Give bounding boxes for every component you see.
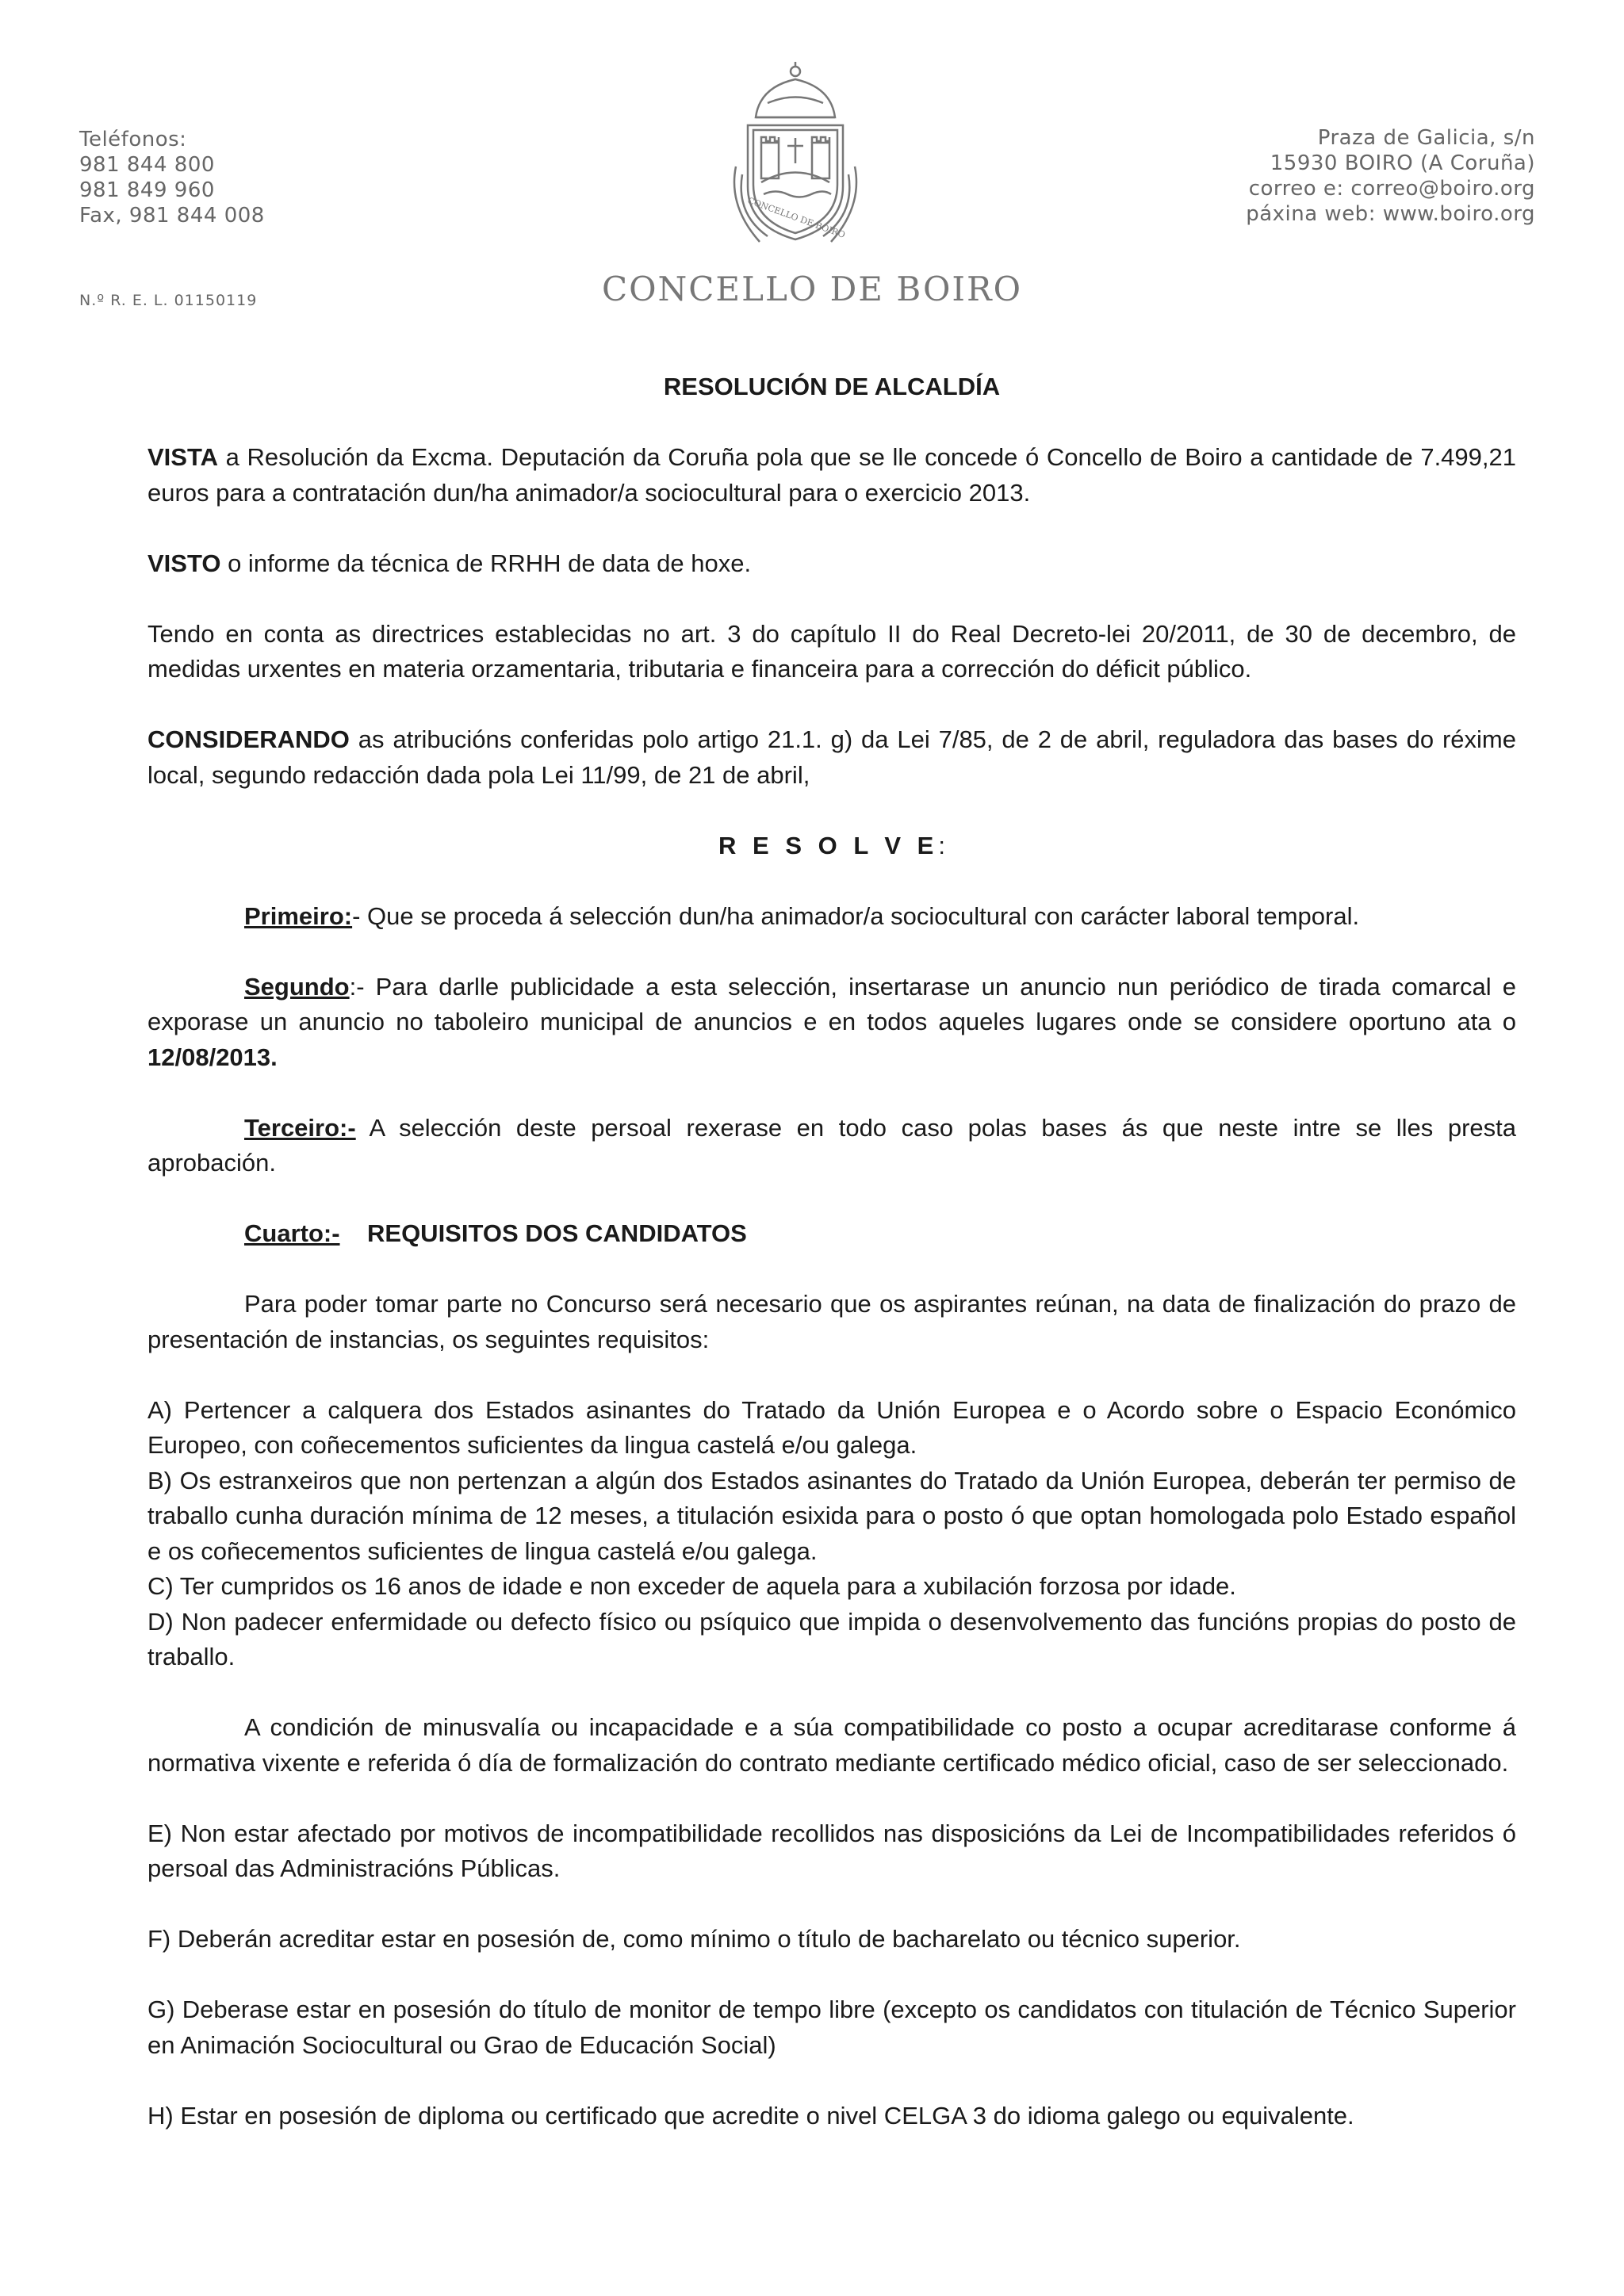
phone-number-2: 981 849 960 — [79, 178, 215, 202]
council-name: CONCELLO DE BOIRO — [601, 270, 1023, 308]
requirement-d: D) Non padecer enfermidade ou defecto físico ou psíquico que impida o desenvolvemento das funcións propias do posto de traballo. — [147, 1607, 1516, 1670]
cuarto-heading: REQUISITOS DOS CANDIDATOS — [367, 1219, 747, 1247]
fax-number: Fax, 981 844 008 — [79, 204, 265, 228]
terceiro-label: Terceiro:- — [244, 1113, 356, 1142]
requirement-f: F) Deberán acreditar estar en posesión de, como mínimo o título de bacharelato ou técnico superior. — [147, 1925, 1241, 1953]
vista-text: a Resolución da Excma. Deputación da Coruña pola que se lle concede ó Concello de Boiro a cantidade de 7.499,21 euros para a contratación dun/ha animador/a sociocultural para o exercicio 2013. — [147, 443, 1516, 507]
paragraph-visto — [147, 546, 1516, 582]
address-line-2: 15930 BOIRO (A Coruña) — [1270, 151, 1535, 175]
council-crest-logo — [712, 55, 879, 254]
contact-address — [1246, 125, 1535, 227]
considerando-label: CONSIDERANDO — [147, 725, 350, 753]
paragraph-vista — [147, 440, 1516, 511]
address-line-1: Praza de Galicia, s/n — [1317, 126, 1535, 150]
resolve-heading — [147, 828, 1516, 864]
resolve-heading-text: R E S O L V E — [718, 831, 939, 859]
requirement-h: H) Estar en posesión de diploma ou certificado que acredite o nivel CELGA 3 do idioma galego ou equivalente. — [147, 2101, 1354, 2130]
primeiro-text: - Que se proceda á selección dun/ha animador/a sociocultural con carácter laboral temporal. — [352, 901, 1360, 930]
paragraph-considerando — [147, 722, 1516, 793]
crest-ribbon-text: CONCELLO DE BOIRO — [745, 195, 847, 241]
segundo-label: Segundo — [244, 972, 350, 1001]
requirement-a: A) Pertencer a calquera dos Estados asinantes do Tratado da Unión Europea e o Acordo sobre o Espacio Económico Europeo, con coñecementos suficientes da lingua castelá e/ou galega. — [147, 1395, 1516, 1459]
contact-phones — [79, 127, 265, 228]
letterhead — [0, 0, 1624, 333]
primeiro-label: Primeiro: — [244, 901, 353, 930]
email-line: correo e: correo@boiro.org — [1248, 177, 1535, 201]
requirement-e: E) Non estar afectado por motivos de incompatibilidade recollidos nas disposicións da Lei de Incompatibilidades referidos ó persoal das Administracións Públicas. — [147, 1819, 1516, 1882]
segundo-text: :- Para darlle publicidade a esta selección, insertarase un anuncio nun periódico de tirada comarcal e exporase un anuncio no taboleiro municipal de anuncios e en todos aqueles lugares onde se considere oportuno ata o — [147, 972, 1516, 1035]
paragraph-minusvalia: A condición de minusvalía ou incapacidade e a súa compatibilidade co posto a ocupar acreditarase conforme á normativa vixente e referida ó día de formalización do contrato mediante certificado médico oficial, caso de ser seleccionado. — [147, 1713, 1516, 1777]
visto-label: VISTO — [147, 549, 221, 577]
requirement-g: G) Deberase estar en posesión do título de monitor de tempo libre (excepto os candidatos con titulación de Técnico Superior en Animación Sociocultural ou Grao de Educación Social) — [147, 1996, 1516, 2059]
cuarto-label: Cuarto:- — [244, 1219, 340, 1247]
paragraph-primeiro — [147, 899, 1516, 935]
paragraph-intro-requisitos: Para poder tomar parte no Concurso será necesario que os aspirantes reúnan, na data de finalización do prazo de presentación de instancias, os seguintes requisitos: — [147, 1290, 1516, 1353]
document-title: RESOLUCIÓN DE ALCALDÍA — [663, 373, 1001, 400]
segundo-date: 12/08/2013. — [147, 1043, 278, 1071]
visto-text: o informe da técnica de RRHH de data de hoxe. — [220, 549, 752, 577]
rel-number: N.º R. E. L. 01150119 — [79, 292, 258, 309]
terceiro-text: A selección deste persoal rexerase en todo caso polas bases ás que neste intre se lles presta aprobación. — [147, 1113, 1516, 1177]
considerando-text: as atribucións conferidas polo artigo 21.1. g) da Lei 7/85, de 2 de abril, reguladora das bases do réxime local, segundo redacción dada pola Lei 11/99, de 21 de abril, — [147, 725, 1516, 789]
paragraph-terceiro — [147, 1111, 1516, 1181]
phone-number-1: 981 844 800 — [79, 153, 215, 177]
web-line: páxina web: www.boiro.org — [1246, 202, 1535, 226]
document-body — [147, 369, 1516, 2169]
resolve-colon: : — [938, 831, 945, 859]
vista-label: VISTA — [147, 443, 218, 471]
paragraph-segundo — [147, 970, 1516, 1076]
paragraph-tendo: Tendo en conta as directrices establecidas no art. 3 do capítulo II do Real Decreto-lei 20/2011, de 30 de decembro, de medidas urxentes en materia orzamentaria, tributaria e financeira para a corrección do déficit público. — [147, 619, 1516, 683]
phones-label: Teléfonos: — [79, 128, 187, 151]
requirement-b: B) Os estranxeiros que non pertenzan a algún dos Estados asinantes do Tratado da Unión Europea, deberán ter permiso de traballo cunha duración mínima de 12 meses, a titulación esixida para o posto ó que optan homologada polo Estado español e os coñecementos suficientes de lingua castelá e/ou galega. — [147, 1466, 1516, 1565]
paragraph-cuarto — [147, 1216, 1516, 1252]
requirement-c: C) Ter cumpridos os 16 anos de idade e non exceder de aquela para a xubilación forzosa por idade. — [147, 1572, 1236, 1600]
